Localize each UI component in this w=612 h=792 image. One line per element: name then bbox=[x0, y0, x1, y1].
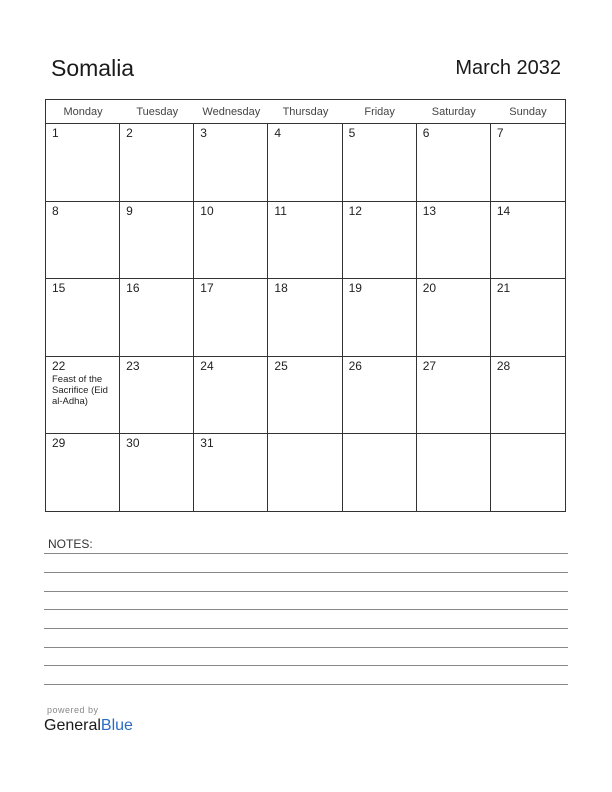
day-cell bbox=[194, 124, 268, 202]
day-number: 6 bbox=[422, 126, 430, 140]
day-number: 15 bbox=[52, 281, 66, 296]
weekday-header: Saturday bbox=[431, 106, 476, 118]
day-number: 13 bbox=[422, 203, 437, 218]
day-number: 14 bbox=[496, 203, 511, 218]
day-number: 30 bbox=[126, 436, 140, 451]
day-cell bbox=[46, 279, 120, 357]
day-number: 5 bbox=[348, 126, 356, 140]
day-number: 7 bbox=[496, 126, 504, 140]
day-number: 28 bbox=[496, 358, 511, 373]
day-cell bbox=[120, 124, 194, 202]
day-cell bbox=[46, 202, 120, 280]
day-number: 19 bbox=[348, 281, 362, 296]
note-line bbox=[44, 572, 568, 573]
day-number: 21 bbox=[496, 281, 511, 296]
day-cell bbox=[46, 357, 120, 435]
day-cell bbox=[268, 202, 342, 280]
note-line bbox=[44, 665, 568, 666]
note-line bbox=[44, 647, 568, 648]
day-number: 16 bbox=[126, 281, 140, 296]
day-cell bbox=[343, 124, 417, 202]
weekday-header: Monday bbox=[63, 106, 103, 118]
calendar-days bbox=[46, 124, 565, 512]
day-number: 24 bbox=[200, 358, 214, 373]
day-cell bbox=[120, 279, 194, 357]
note-line bbox=[44, 684, 568, 685]
note-line bbox=[44, 609, 568, 610]
day-cell bbox=[343, 279, 417, 357]
day-number: 22 bbox=[52, 358, 66, 373]
day-cell bbox=[194, 202, 268, 280]
day-cell bbox=[491, 434, 565, 512]
note-line bbox=[44, 553, 568, 554]
calendar-month-title: March 2032 bbox=[455, 57, 561, 79]
day-cell bbox=[417, 357, 491, 435]
weekday-header: Thursday bbox=[282, 106, 329, 118]
day-cell bbox=[268, 434, 342, 512]
day-cell bbox=[268, 357, 342, 435]
day-number: 9 bbox=[126, 203, 133, 218]
calendar-country-title: Somalia bbox=[51, 55, 135, 81]
day-cell bbox=[417, 202, 491, 280]
weekday-header: Friday bbox=[364, 106, 395, 118]
day-cell bbox=[194, 357, 268, 435]
day-cell bbox=[120, 202, 194, 280]
weekday-header: Sunday bbox=[509, 106, 547, 118]
day-cell bbox=[46, 434, 120, 512]
day-number: 2 bbox=[126, 126, 133, 140]
powered-by-text: powered by bbox=[47, 705, 99, 715]
day-number: 4 bbox=[274, 126, 282, 140]
notes-label: NOTES: bbox=[48, 537, 93, 551]
day-number: 1 bbox=[52, 126, 59, 140]
day-number: 10 bbox=[200, 203, 214, 218]
brand-name-part1: General bbox=[44, 717, 101, 734]
day-cell bbox=[120, 357, 194, 435]
brand-name-part2: Blue bbox=[100, 717, 133, 734]
day-cell bbox=[343, 434, 417, 512]
day-cell bbox=[343, 357, 417, 435]
weekday-header-row bbox=[46, 100, 565, 124]
day-number: 18 bbox=[274, 281, 288, 296]
day-cell bbox=[343, 202, 417, 280]
weekday-header: Wednesday bbox=[202, 106, 261, 118]
calendar-grid bbox=[45, 99, 566, 512]
day-number: 23 bbox=[126, 358, 140, 373]
day-cell bbox=[194, 434, 268, 512]
day-number: 12 bbox=[348, 203, 362, 218]
note-line bbox=[44, 591, 568, 592]
day-number: 8 bbox=[52, 203, 59, 218]
day-number: 31 bbox=[200, 436, 214, 451]
day-cell bbox=[491, 124, 565, 202]
generalblue-logo[interactable] bbox=[44, 717, 133, 735]
day-number: 11 bbox=[274, 203, 287, 218]
day-cell bbox=[491, 357, 565, 435]
day-number: 20 bbox=[422, 281, 437, 296]
day-cell bbox=[194, 279, 268, 357]
day-number: 27 bbox=[422, 358, 437, 373]
day-number: 17 bbox=[200, 281, 214, 296]
day-cell bbox=[491, 279, 565, 357]
weekday-header: Tuesday bbox=[136, 106, 179, 118]
day-number: 29 bbox=[52, 436, 66, 451]
day-cell bbox=[417, 279, 491, 357]
holiday-event: Feast of the Sacrifice (Eid al-Adha) bbox=[52, 373, 108, 407]
day-cell bbox=[268, 124, 342, 202]
day-number: 26 bbox=[348, 358, 362, 373]
day-cell bbox=[491, 202, 565, 280]
day-cell bbox=[268, 279, 342, 357]
day-number: 3 bbox=[200, 126, 207, 140]
note-line bbox=[44, 628, 568, 629]
day-cell bbox=[417, 124, 491, 202]
day-cell bbox=[417, 434, 491, 512]
day-cell bbox=[120, 434, 194, 512]
day-cell bbox=[46, 124, 120, 202]
day-number: 25 bbox=[274, 358, 288, 373]
